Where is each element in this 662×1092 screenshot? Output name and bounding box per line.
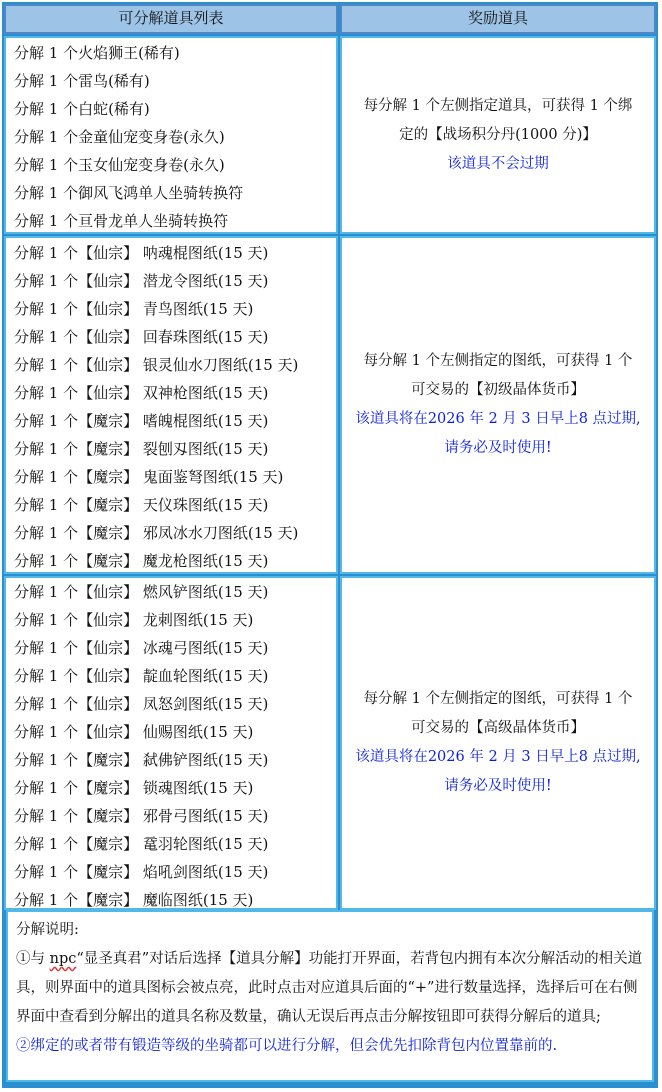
group2-reward (340, 236, 656, 574)
list-item: 分解 1 个【魔宗】 邪骨弓图纸(15 天) (14, 807, 269, 825)
list-item: 分解 1 个【仙宗】 双神枪图纸(15 天) (14, 384, 269, 402)
notes-paragraph-2: ②绑定的或者带有锻造等级的坐骑都可以进行分解，但会优先扣除背包内位置靠前的. (16, 1038, 558, 1054)
notes-title: 分解说明: (16, 922, 79, 938)
group3-reward (340, 576, 656, 910)
list-item: 分解 1 个【魔宗】 魔临图纸(15 天) (14, 891, 254, 909)
list-item: 分解 1 个【魔宗】 锁魂图纸(15 天) (14, 779, 254, 797)
list-item: 分解 1 个御风飞鸿单人坐骑转换符 (14, 184, 244, 202)
list-item: 分解 1 个【魔宗】 鬼面鉴弩图纸(15 天) (14, 468, 284, 486)
group1-reward (340, 36, 656, 234)
group3-items (4, 576, 338, 910)
list-item: 分解 1 个【仙宗】 冰魂弓图纸(15 天) (14, 639, 269, 657)
notes-paragraph-1: ①与 npc“显圣真君”对话后选择【道具分解】功能打开界面，若背包内拥有本次分解活动的相关道具，则界面中的道具图标会被点亮，此时点击对应道具后面的“+”进行数量选择，选择后可在右侧界面中查看到分解出的道具名称及数量，确认无误后再点击分解按钮即可获得分解后的道具; (16, 951, 643, 1025)
reward-text: 每分解 1 个左侧指定的图纸，可获得 1 个 (363, 691, 633, 707)
reward-text: 每分解 1 个左侧指定的图纸，可获得 1 个 (363, 353, 633, 369)
list-item: 分解 1 个【魔宗】 弑佛铲图纸(15 天) (14, 751, 269, 769)
list-item: 分解 1 个雷鸟(稀有) (14, 72, 150, 90)
list-item: 分解 1 个【魔宗】 天仪珠图纸(15 天) (14, 496, 269, 514)
list-item: 分解 1 个【魔宗】 邪凤冰水刀图纸(15 天) (14, 524, 299, 542)
list-item: 分解 1 个【仙宗】 靛血轮图纸(15 天) (14, 667, 269, 685)
list-item: 分解 1 个【仙宗】 龙刺图纸(15 天) (14, 611, 254, 629)
list-item: 分解 1 个【仙宗】 回春珠图纸(15 天) (14, 328, 269, 346)
list-item: 分解 1 个玉女仙宠变身卷(永久) (14, 156, 225, 174)
list-item: 分解 1 个【魔宗】 嗜魄棍图纸(15 天) (14, 412, 269, 430)
expire-text: 该道具不会过期 (447, 155, 549, 172)
list-item: 分解 1 个【仙宗】 仙赐图纸(15 天) (14, 723, 254, 741)
list-item: 分解 1 个金童仙宠变身卷(永久) (14, 128, 225, 146)
reward-text: 可交易的【初级晶体货币】 (411, 382, 585, 398)
list-item: 分解 1 个【魔宗】 魔龙枪图纸(15 天) (14, 552, 269, 570)
list-item: 分解 1 个【魔宗】 裂刨刄图纸(15 天) (14, 440, 269, 458)
header-reward-label: 奖励道具 (467, 9, 528, 27)
expire-text: 该道具将在2026 年 2 月 3 日早上8 点过期, (355, 411, 641, 427)
list-item: 分解 1 个火焰狮王(稀有) (14, 44, 180, 62)
reward-text: 可交易的【高级晶体货币】 (411, 720, 585, 736)
reward-text: 每分解 1 个左侧指定道具，可获得 1 个绑 (363, 97, 633, 114)
list-item: 分解 1 个【仙宗】 凤怒剑图纸(15 天) (14, 695, 269, 713)
reward-text: 定的【战场积分丹(1000 分)】 (399, 126, 597, 143)
list-item: 分解 1 个【魔宗】 鼋羽轮图纸(15 天) (14, 835, 269, 853)
decompose-notes (6, 910, 654, 1082)
list-item: 分解 1 个【仙宗】 呐魂棍图纸(15 天) (14, 244, 269, 262)
list-item: 分解 1 个【仙宗】 银灵仙水刀图纸(15 天) (14, 356, 299, 374)
expire-text: 请务必及时使用! (444, 440, 552, 456)
npc-term: npc (49, 951, 77, 967)
expire-text: 该道具将在2026 年 2 月 3 日早上8 点过期, (355, 749, 641, 765)
list-item: 分解 1 个白蛇(稀有) (14, 100, 150, 118)
header-items-label: 可分解道具列表 (118, 9, 224, 27)
group2-items (4, 236, 338, 574)
header-items (4, 4, 338, 34)
list-item: 分解 1 个【魔宗】 焰吼剑图纸(15 天) (14, 863, 269, 881)
list-item: 分解 1 个亘骨龙单人坐骑转换符 (14, 212, 229, 230)
list-item: 分解 1 个【仙宗】 潜龙令图纸(15 天) (14, 272, 269, 290)
header-reward (340, 4, 656, 34)
list-item: 分解 1 个【仙宗】 青鸟图纸(15 天) (14, 300, 254, 318)
group1-items (4, 36, 338, 234)
expire-text: 请务必及时使用! (444, 778, 552, 794)
list-item: 分解 1 个【仙宗】 燃风铲图纸(15 天) (14, 583, 269, 601)
